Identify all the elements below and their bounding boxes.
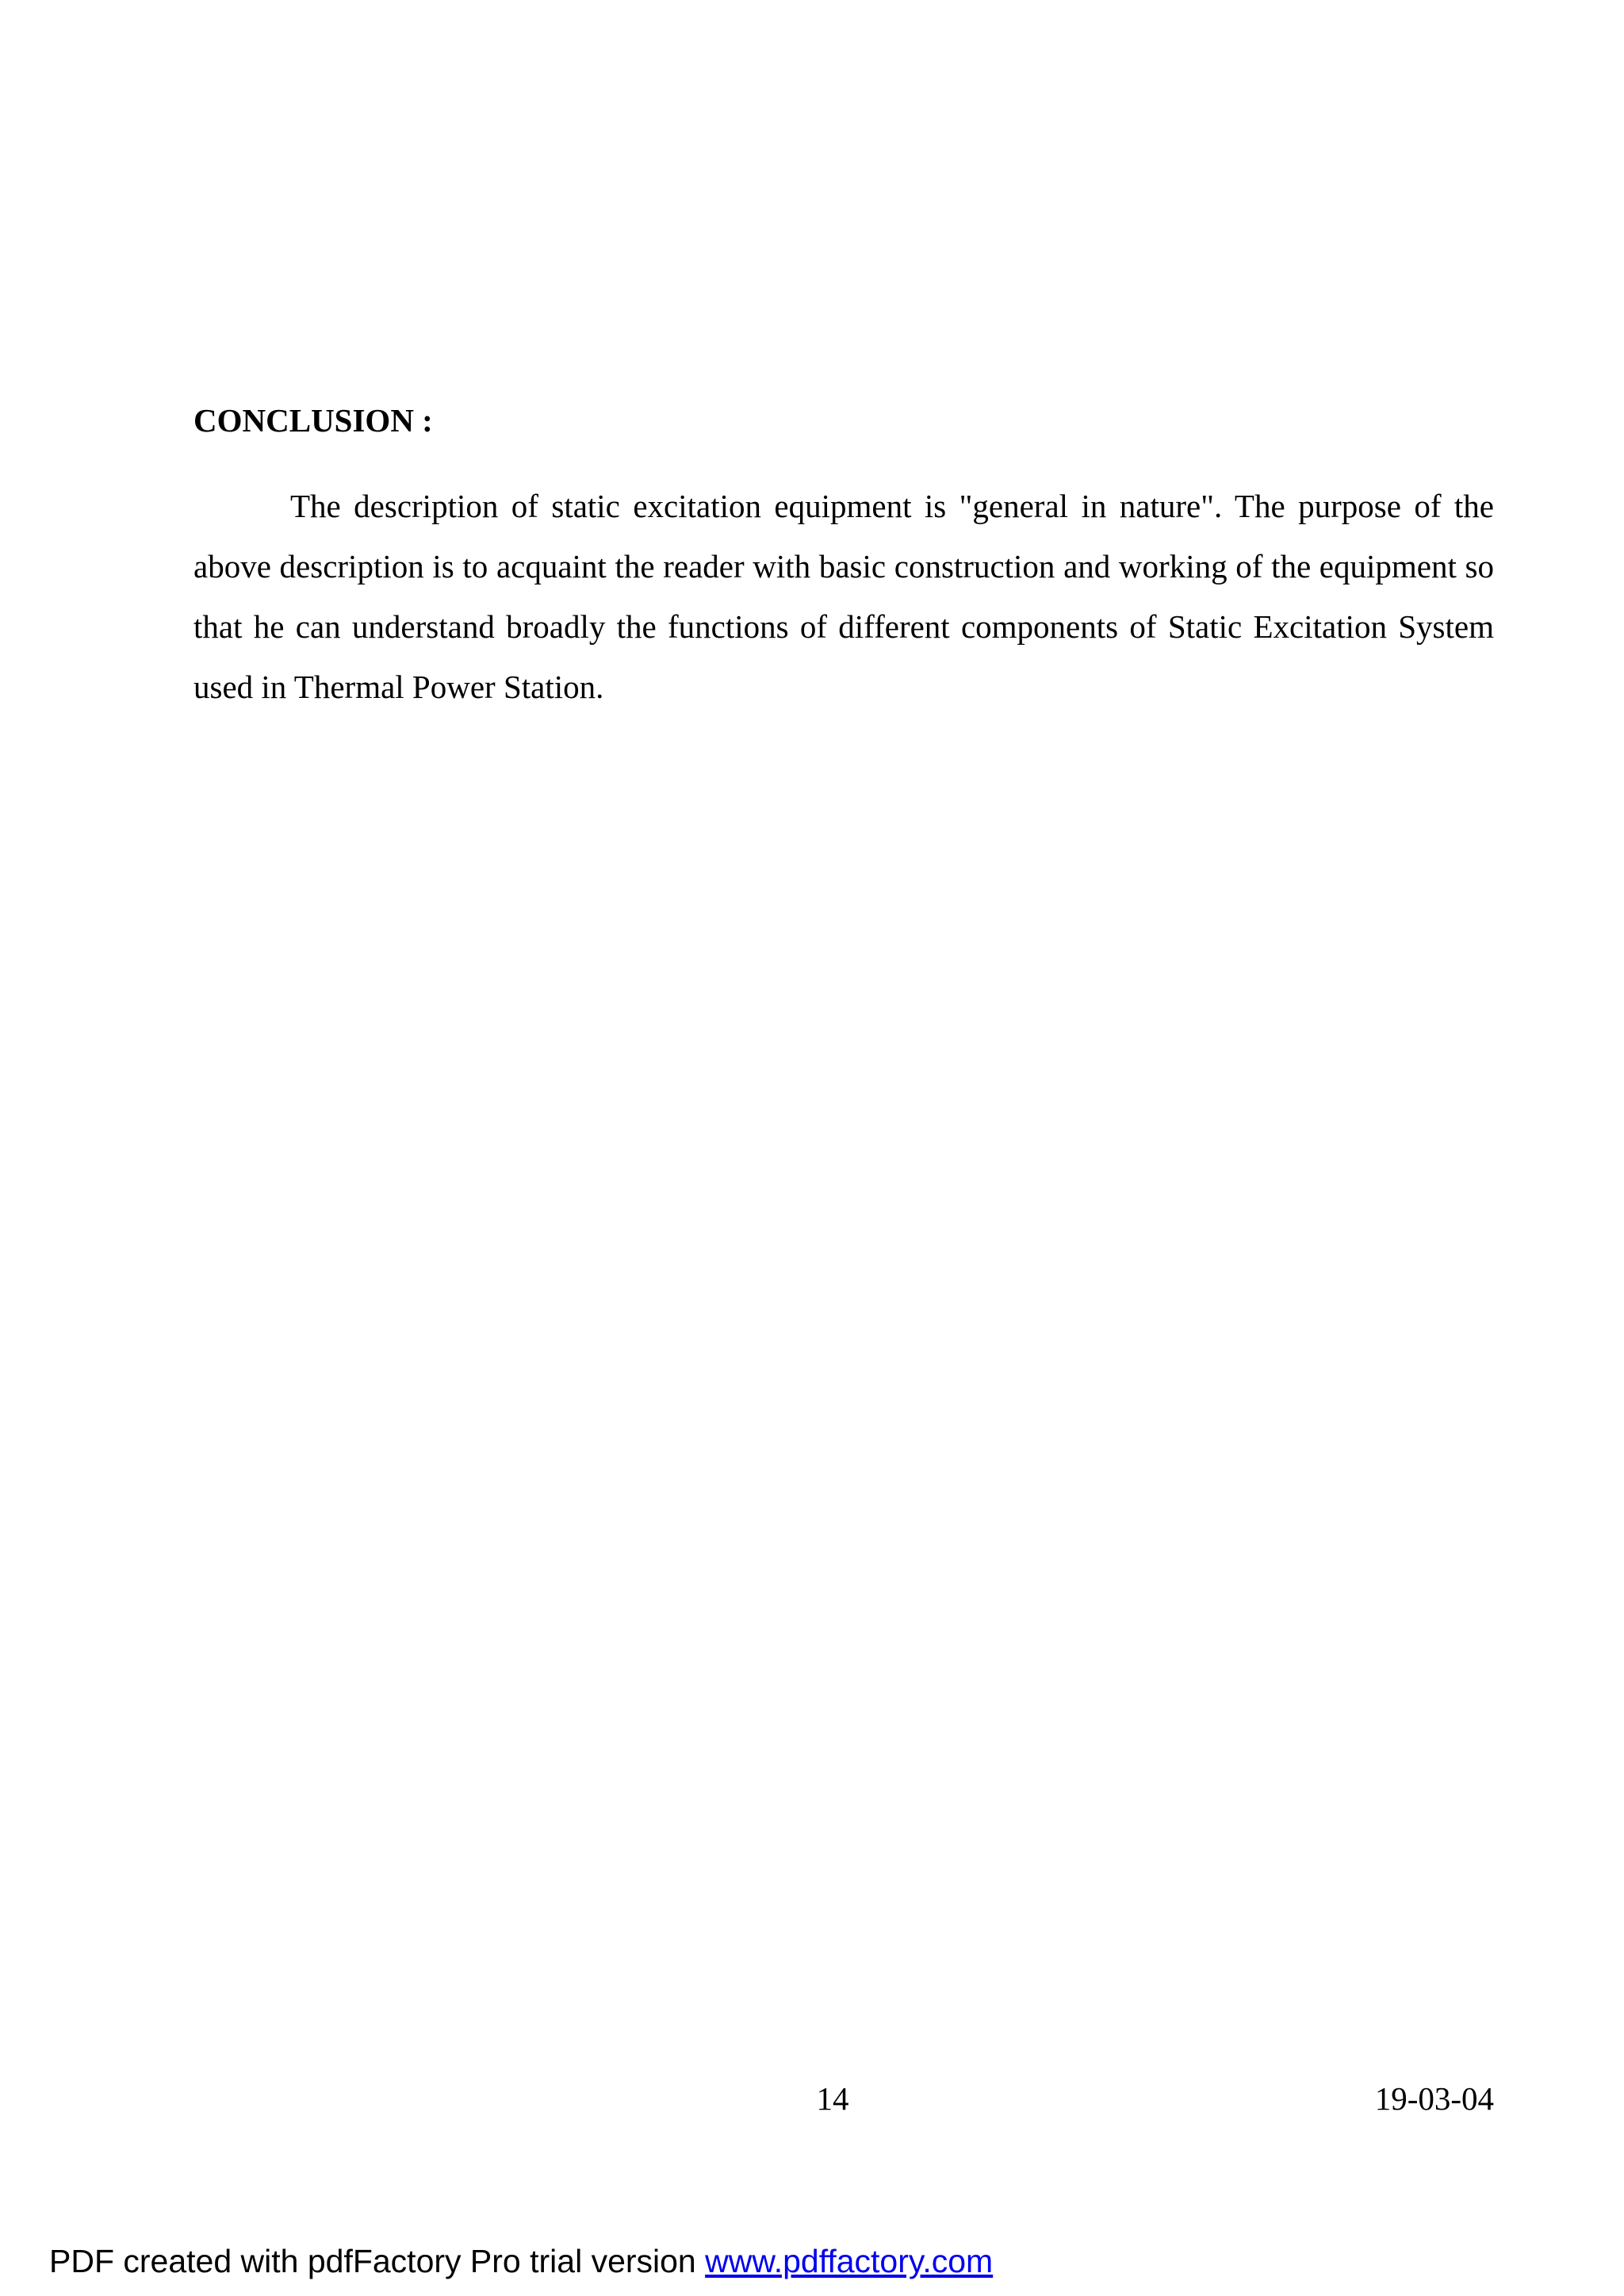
section-heading: CONCLUSION :: [193, 402, 433, 439]
watermark-link[interactable]: www.pdffactory.com: [705, 2243, 994, 2279]
pdf-watermark: [49, 2240, 993, 2282]
page-date: 19-03-04: [1374, 2080, 1494, 2117]
conclusion-paragraph: The description of static excitation equipment is "general in nature". The purpose of the above description is to acquaint the reader with basic construction and working of the equipment so that he can understand broadly the functions of different components of Static Excitation System used in Thermal Power Station.: [193, 488, 1494, 705]
page-number: 14: [816, 2080, 849, 2117]
watermark-text: PDF created with pdfFactory Pro trial version: [49, 2243, 706, 2279]
